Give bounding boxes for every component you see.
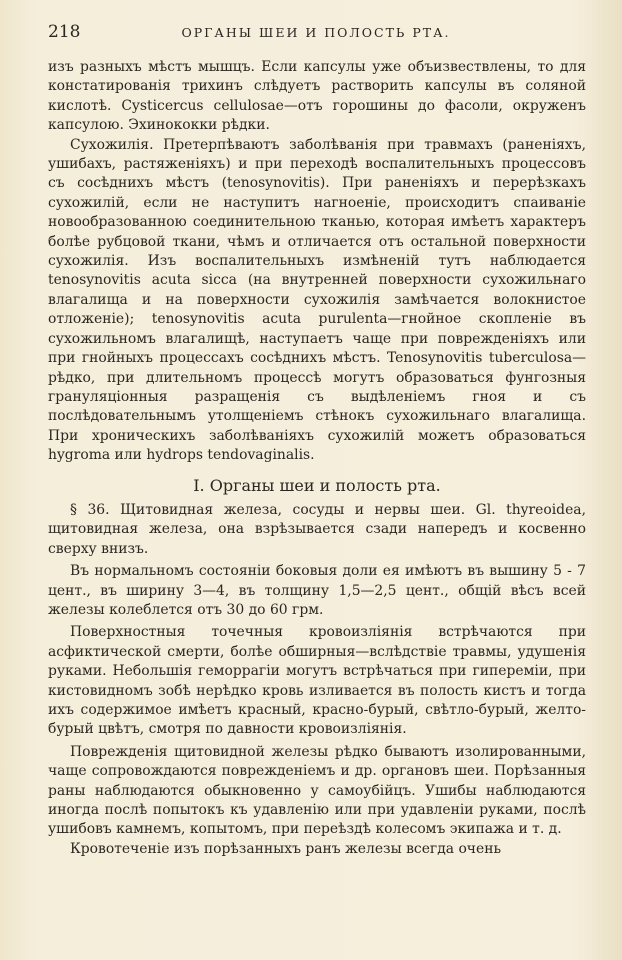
page-number: 218 bbox=[48, 22, 81, 42]
paragraph-bleeding: Кровотеченіе изъ порѣзанныхъ ранъ железы всегда очень bbox=[70, 840, 502, 857]
paragraph-thyroid-intro: § 36. Щитовидная железа, сосуды и нервы шеи. Gl. thyreoidea, щитовидная железа, она взрѣзывается сзади напередъ и косвенно сверху внизъ. bbox=[48, 501, 586, 557]
paragraph-continuation: изъ разныхъ мѣстъ мышцъ. Если капсулы уже объизвествлены, то для констатированія трихинъ слѣдуетъ растворить капсулы въ соляной кислотѣ. Cysticercus cellulosae—отъ горошины до фасоли, окруженъ капсулою. Эхинококки рѣдки. bbox=[48, 59, 586, 134]
page-body bbox=[48, 58, 586, 859]
paragraph-hemorrhages: Поверхностныя точечныя кровоизліянія встрѣчаются при асфиктической смерти, болѣе обширныя—вслѣдствіе травмы, удушенія руками. Небольшія геморрагіи могутъ встрѣчаться при гипереміи, при кистовидномъ зобѣ нерѣдко кровь изливается въ полость кистъ и тогда ихъ содержимое имѣетъ красный, красно-бурый, свѣтло-бурый, желто-бурый цвѣтъ, смотря по давности кровоизліянія. bbox=[48, 624, 586, 738]
paragraph-tendons: Сухожилія. Претерпѣваютъ заболѣванія при травмахъ (раненіяхъ, ушибахъ, растяженіяхъ) и при переходѣ воспалительныхъ процессовъ съ сосѣднихъ мѣстъ (tenosynovitis). При раненіяхъ и перерѣзкахъ сухожилій, если не наступитъ нагноеніе, происходитъ спаиваніе новообразованною соединительною тканью, которая имѣетъ характеръ болѣе рубцовой ткани, чѣмъ и отличается отъ остальной поверхности сухожилія. Изъ воспалительныхъ измѣненій тутъ наблюдается tenosynovitis acuta sicca (на внутренней поверхности сухожильнаго влагалища и на поверхности сухожилія замѣчается волокнистое отложеніе); tenosynovitis acuta purulenta—гнойное скопленіе въ сухожильномъ влагалищѣ, наступаетъ чаще при поврежденіяхъ или при гнойныхъ процессахъ сосѣднихъ мѣстъ. Tenosynovitis tuberculosa—рѣдко, при длительномъ процессѣ могутъ образоваться фунгозныя грануляціонныя разращенія съ выдѣленіемъ гноя и съ послѣдовательнымъ утолщеніемъ стѣнокъ сухожильнаго влагалища. При хроническихъ заболѣваніяхъ сухожилій можетъ образоваться hygroma или hydrops tendovaginalis. bbox=[48, 136, 586, 464]
paragraph-thyroid-normal: Въ нормальномъ состояніи боковыя доли ея имѣютъ въ вышину 5 - 7 цент., въ ширину 3—4, въ толщину 1,5—2,5 цент., общій вѣсъ всей железы колеблется отъ 30 до 60 грм. bbox=[48, 563, 586, 618]
running-head: ОРГАНЫ ШЕИ И ПОЛОСТЬ РТА. bbox=[181, 25, 451, 40]
page-header bbox=[48, 22, 584, 48]
paragraph-injuries: Поврежденія щитовидной железы рѣдко бываютъ изолированными, чаще сопровождаются поврежденіемъ и др. органовъ шеи. Порѣзанныя раны наблюдаются обыкновенно у самоубійцъ. Ушибы наблюдаются иногда послѣ попытокъ къ удавленію или при удавленіи руками, послѣ ушибовъ камнемъ, копытомъ, при переѣздѣ колесомъ экипажа и т. д. bbox=[48, 743, 586, 838]
section-title: I. Органы шеи и полость рта. bbox=[193, 475, 441, 495]
